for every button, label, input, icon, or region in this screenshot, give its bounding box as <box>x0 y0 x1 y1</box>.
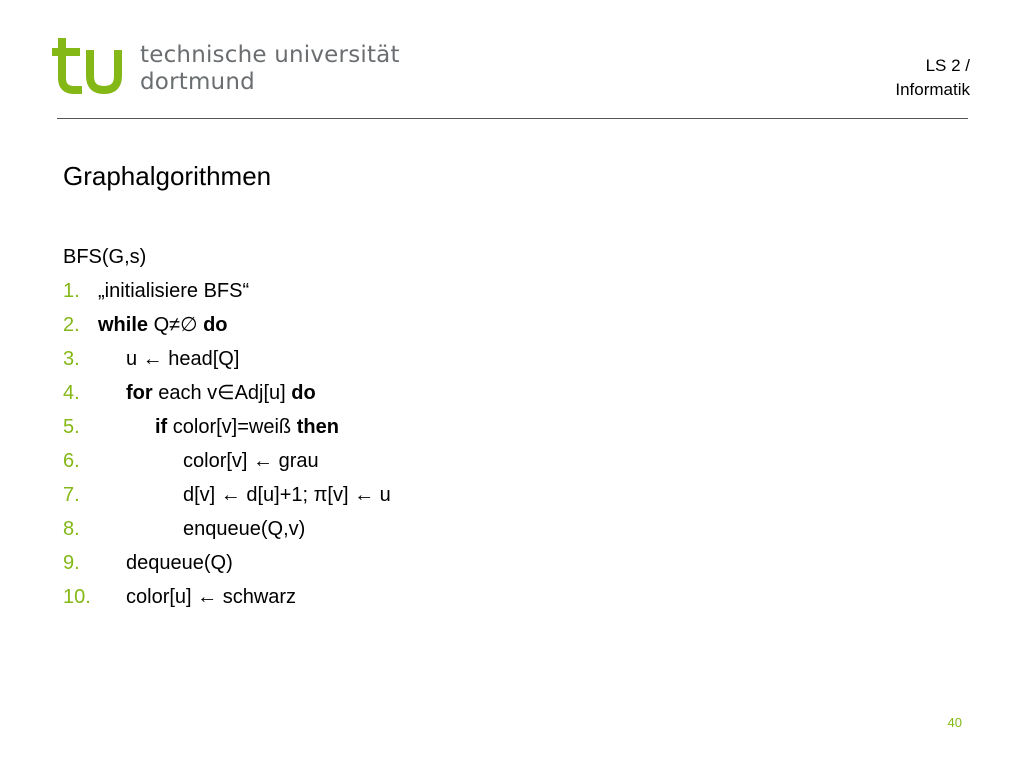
code-text: if color[v]=weiß then <box>155 416 339 438</box>
university-name-line1: technische universität <box>140 42 400 68</box>
keyword-do: do <box>203 314 228 336</box>
line-number: 3. <box>63 348 80 370</box>
line-number: 5. <box>63 416 80 438</box>
line-number: 2. <box>63 314 80 336</box>
code-text: while Q≠∅ do <box>98 314 228 336</box>
keyword-while: while <box>98 314 149 336</box>
page-number: 40 <box>947 715 962 730</box>
slide-title: Graphalgorithmen <box>63 161 272 191</box>
line-number: 1. <box>63 280 80 302</box>
code-text: for each v∈Adj[u] do <box>126 382 316 404</box>
header-divider <box>57 118 968 119</box>
chair-label-line2: Informatik <box>895 80 970 99</box>
university-name-line2: dortmund <box>140 69 255 95</box>
line-number: 4. <box>63 382 80 404</box>
code-text: color[v] ← grau <box>183 450 319 472</box>
university-name <box>140 42 400 96</box>
keyword-for: for <box>126 382 153 404</box>
code-text: „initialisiere BFS“ <box>98 280 250 302</box>
tu-logo-icon <box>52 36 126 94</box>
chair-label-line1: LS 2 / <box>925 56 970 75</box>
code-text: u ← head[Q] <box>126 348 240 370</box>
line-number: 7. <box>63 484 80 506</box>
chair-label <box>895 54 970 102</box>
keyword-if: if <box>155 416 168 438</box>
code-text: d[v] ← d[u]+1; π[v] ← u <box>183 484 391 506</box>
line-number: 10. <box>63 586 91 608</box>
line-number: 8. <box>63 518 80 540</box>
code-text: enqueue(Q,v) <box>183 518 306 540</box>
keyword-do: do <box>291 382 316 404</box>
algorithm-name: BFS(G,s) <box>63 246 147 268</box>
code-text: color[u] ← schwarz <box>126 586 297 608</box>
code-text: dequeue(Q) <box>126 552 233 574</box>
line-number: 6. <box>63 450 80 472</box>
keyword-then: then <box>296 416 339 438</box>
line-number: 9. <box>63 552 80 574</box>
